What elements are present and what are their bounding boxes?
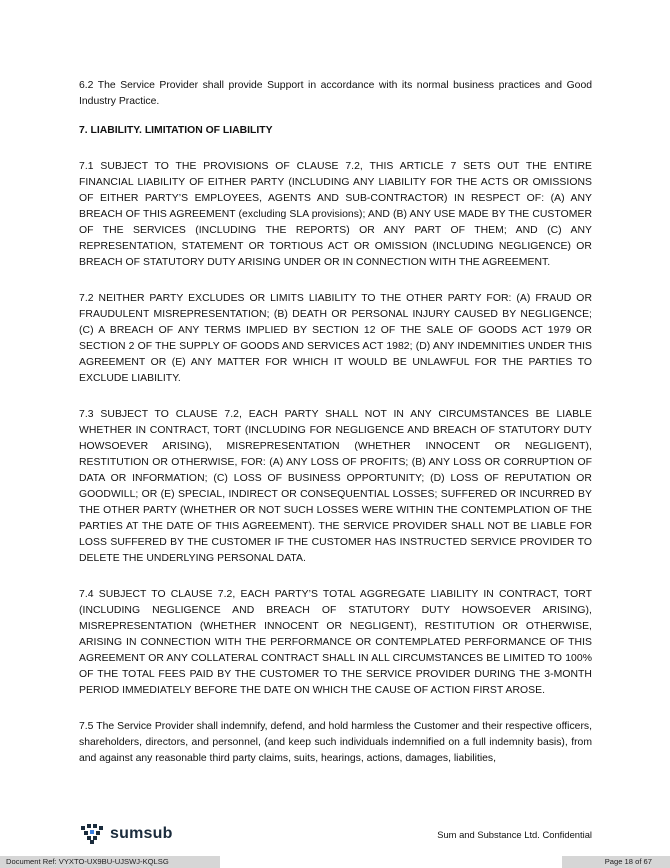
- clause-7-4: 7.4 SUBJECT TO CLAUSE 7.2, EACH PARTY’S TOTAL AGGREGATE LIABILITY IN CONTRACT, TORT (INCLUDING NEGLIGENCE AND BREACH OF STATUTORY DUTY HOWSOEVER ARISING), MISREPRESENTATION (WHETHER INNOCENT OR NEGLIGENT), RESTITUTION OR OTHERWISE, ARISING IN CONNECTION WITH THE PERFORMANCE OR CONTEMPLATED PERFORMANCE OF THIS AGREEMENT OR ANY COLLATERAL CONTRACT SHALL IN ALL CIRCUMSTANCES BE LIMITED TO 100% OF THE TOTAL FEES PAID BY THE CUSTOMER TO THE SERVICE PROVIDER DURING THE 3-MONTH PERIOD IMMEDIATELY BEFORE THE DATE ON WHICH THE CAUSE OF ACTION FIRST AROSE.: [79, 589, 592, 696]
- clause-7-1: 7.1 SUBJECT TO THE PROVISIONS OF CLAUSE 7.2, THIS ARTICLE 7 SETS OUT THE ENTIRE FINANCIAL LIABILITY OF EITHER PARTY (INCLUDING ANY LIABILITY FOR THE ACTS OR OMISSIONS OF EITHER PARTY’S EMPLOYEES, AGENTS AND SUB-CONTRACTOR) IN RESPECT OF: (A) ANY BREACH OF THIS AGREEMENT (excluding SLA provisions); AND (B) ANY USE MADE BY THE CUSTOMER OF THE SERVICES (INCLUDING THE REPORTS) OR ANY PART OF THEM; AND (C) ANY REPRESENTATION, STATEMENT OR TORTIOUS ACT OR OMISSION (INCLUDING NEGLIGENCE) OR BREACH OF STATUTORY DUTY ARISING UNDER OR IN CONNECTION WITH THE AGREEMENT.: [79, 161, 592, 268]
- document-body: [79, 78, 592, 787]
- clause-7-2: 7.2 NEITHER PARTY EXCLUDES OR LIMITS LIABILITY TO THE OTHER PARTY FOR: (A) FRAUD OR FRAUDULENT MISREPRESENTATION; (B) DEATH OR PERSONAL INJURY CAUSED BY NEGLIGENCE; (C) A BREACH OF ANY TERMS IMPLIED BY SECTION 12 OF THE SALE OF GOODS ACT 1979 OR SECTION 2 OF THE SUPPLY OF GOODS AND SERVICES ACT 1982; (D) ANY INDEMNITIES UNDER THIS AGREEMENT OR (E) ANY MATTER FOR WHICH IT WOULD BE UNLAWFUL FOR THE PARTIES TO EXCLUDE LIABILITY.: [79, 293, 592, 384]
- clause-7-3: 7.3 SUBJECT TO CLAUSE 7.2, EACH PARTY SHALL NOT IN ANY CIRCUMSTANCES BE LIABLE WHETHER IN CONTRACT, TORT (INCLUDING FOR NEGLIGENCE AND BREACH OF STATUTORY DUTY HOWSOEVER ARISING), MISREPRESENTATION (WHETHER INNOCENT OR NEGLIGENT), RESTITUTION OR OTHERWISE, FOR: (A) ANY LOSS OF PROFITS; (B) ANY LOSS OR CORRUPTION OF DATA OR INFORMATION; (C) LOSS OF BUSINESS OPPORTUNITY; (D) LOSS OF REPUTATION OR GOODWILL; OR (E) SPECIAL, INDIRECT OR CONSEQUENTIAL LOSSES; SUFFERED OR INCURRED BY THE OTHER PARTY (WHETHER OR NOT SUCH LOSSES WERE WITHIN THE CONTEMPLATION OF THE PARTIES AT THE DATE OF THIS AGREEMENT). THE SERVICE PROVIDER SHALL NOT BE LIABLE FOR LOSS SUFFERED BY THE CUSTOMER IF THE CUSTOMER HAS INSTRUCTED SERVICE PROVIDER TO DELETE THE UNDERLYING PERSONAL DATA.: [79, 409, 592, 564]
- sumsub-logo: [79, 822, 173, 846]
- page-number: Page 18 of 67: [604, 857, 652, 866]
- page-number-bar: [562, 856, 670, 868]
- document-ref: Document Ref: VYXTO-UX9BU-UJSWJ-KQLSG: [6, 857, 169, 866]
- confidentiality-notice: Sum and Substance Ltd. Confidential: [437, 829, 592, 840]
- section-heading-liability: 7. LIABILITY. LIMITATION OF LIABILITY: [79, 125, 273, 136]
- document-ref-bar: [0, 856, 220, 868]
- clause-6-2: 6.2 The Service Provider shall provide Support in accordance with its normal business practices and Good Industry Practice.: [79, 80, 592, 107]
- page-footer: [79, 822, 592, 846]
- clause-7-5: 7.5 The Service Provider shall indemnify, defend, and hold harmless the Customer and their respective officers, shareholders, directors, and personnel, (and keep such individuals indemnified on a full indemnity basis), from and against any reasonable third party claims, suits, hearings, actions, damages, liabilities,: [79, 721, 592, 764]
- logo-wordmark: sumsub: [110, 825, 173, 842]
- sumsub-logo-icon: [79, 824, 105, 844]
